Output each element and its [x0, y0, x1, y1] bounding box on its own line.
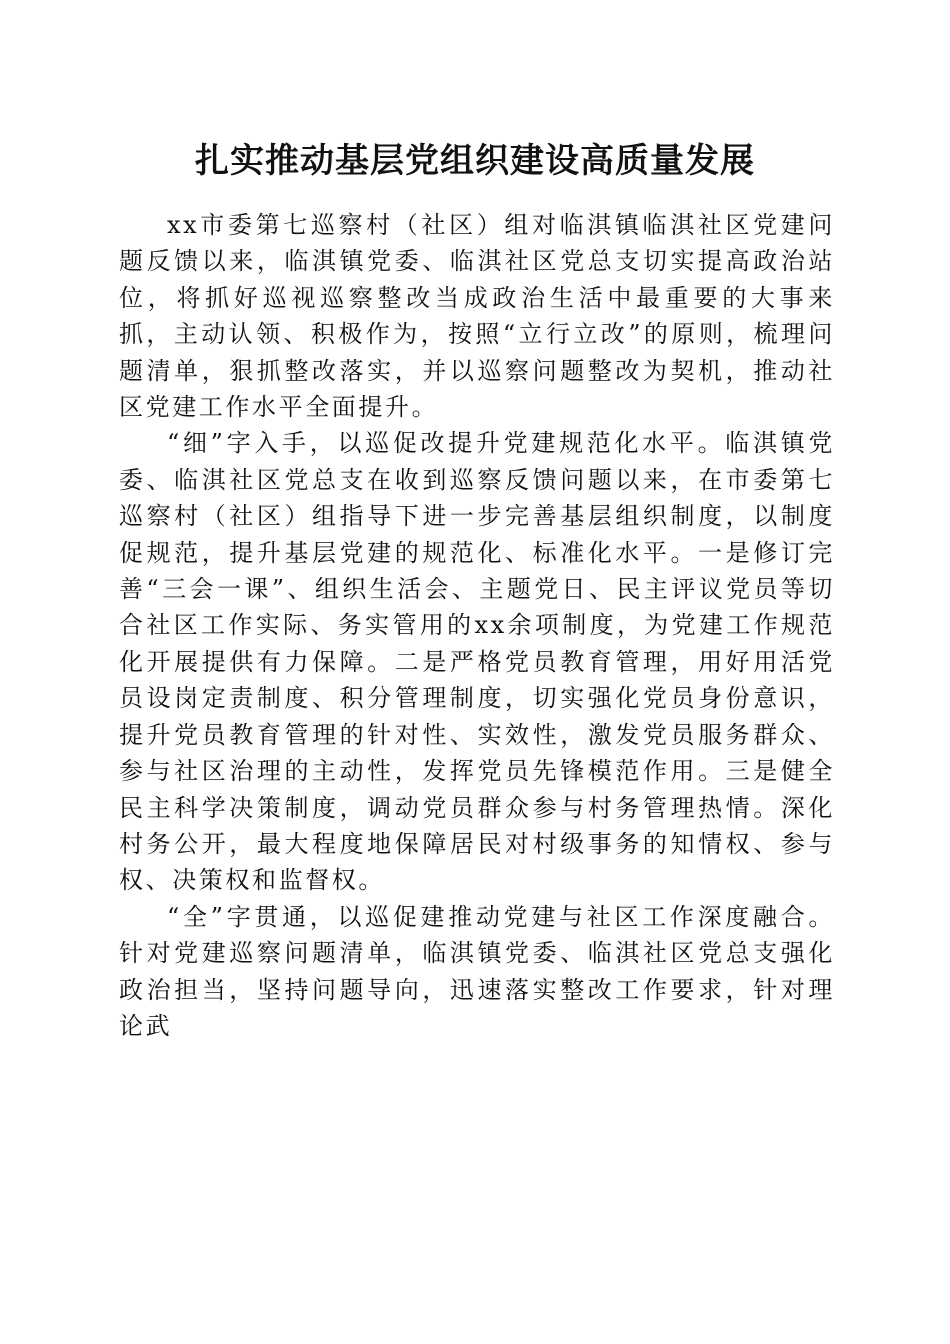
paragraph-integration: “全”字贯通，以巡促建推动党建与社区工作深度融合。针对党建巡察问题清单，临淇镇党委、临淇社区党总支强化政治担当，坚持问题导向，迅速落实整改工作要求，针对理论武	[119, 902, 835, 1040]
paragraph-standardization: “细”字入手，以巡促改提升党建规范化水平。临淇镇党委、临淇社区党总支在收到巡察反馈问题以来，在市委第七巡察村（社区）组指导下进一步完善基层组织制度，以制度促规范，提升基层党建的规范化、标准化水平。一是修订完善“三会一课”、组织生活会、主题党日、民主评议党员等切合社区工作实际、务实管用的xx余项制度，为党建工作规范化开展提供有力保障。二是严格党员教育管理，用好用活党员设岗定责制度、积分管理制度，切实强化党员身份意识，提升党员教育管理的针对性、实效性，激发党员服务群众、参与社区治理的主动性，发挥党员先锋模范作用。三是健全民主科学决策制度，调动党员群众参与村务管理热情。深化村务公开，最大程度地保障居民对村级事务的知情权、参与权、决策权和监督权。	[119, 429, 835, 895]
document-body	[119, 207, 835, 1044]
paragraph-intro: xx市委第七巡察村（社区）组对临淇镇临淇社区党建问题反馈以来，临淇镇党委、临淇社区党总支切实提高政治站位，将抓好巡视巡察整改当成政治生活中最重要的大事来抓，主动认领、积极作为，按照“立行立改”的原则，梳理问题清单，狠抓整改落实，并以巡察问题整改为契机，推动社区党建工作水平全面提升。	[119, 211, 835, 422]
document-title: 扎实推动基层党组织建设高质量发展	[195, 141, 755, 181]
